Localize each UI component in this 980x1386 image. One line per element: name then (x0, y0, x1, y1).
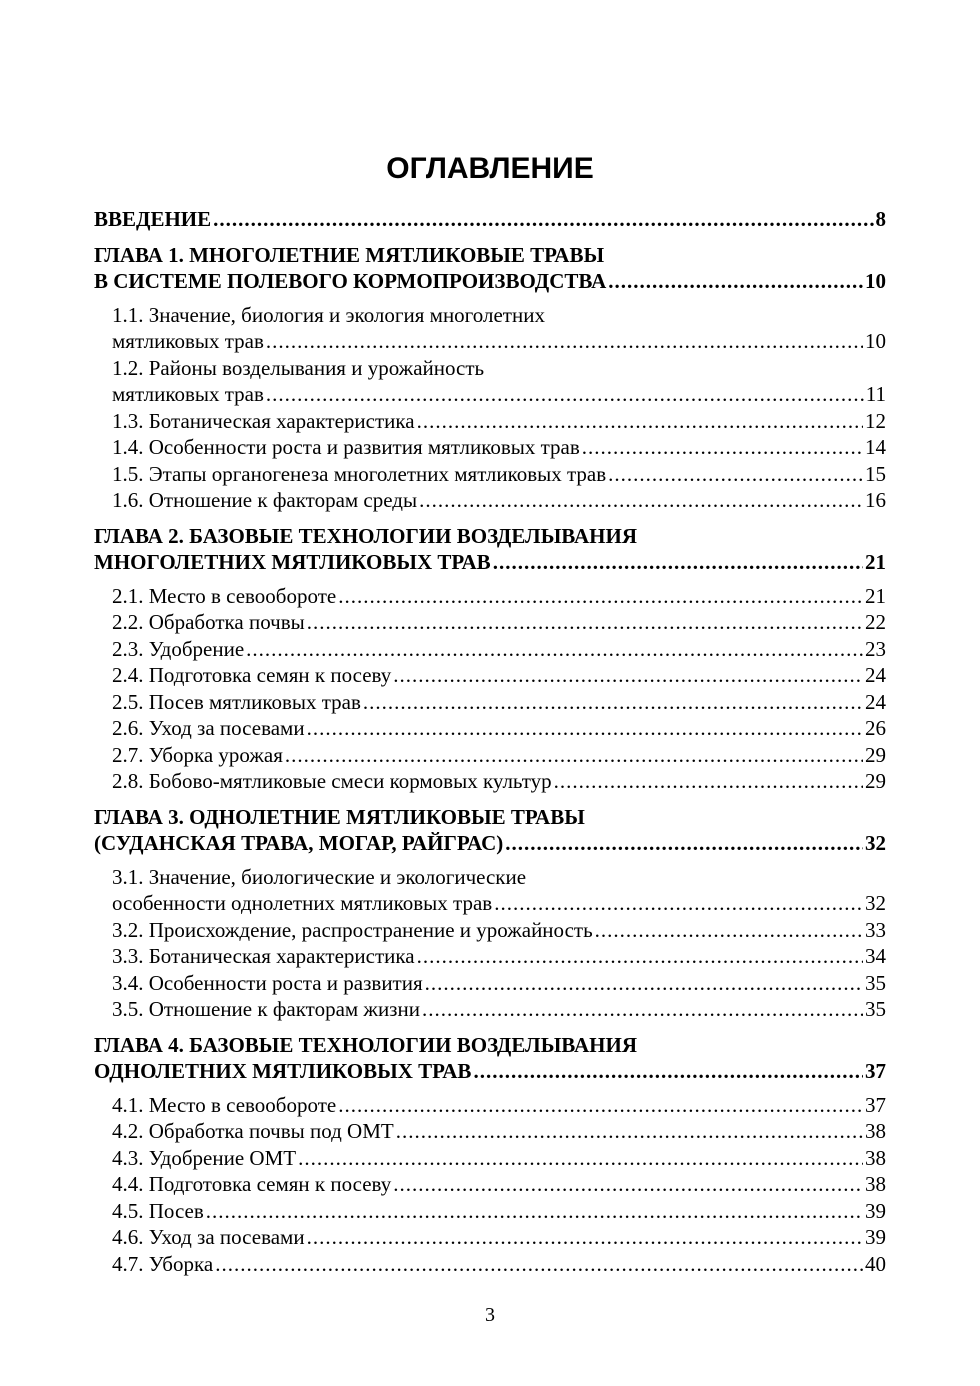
toc-entry-label: мятликовых трав (112, 382, 264, 406)
chapter-block (94, 804, 886, 1023)
chapter-title-line: ГЛАВА 3. ОДНОЛЕТНИЕ МЯТЛИКОВЫЕ ТРАВЫ (94, 804, 585, 829)
toc-entry-section[interactable] (94, 996, 886, 1023)
toc-entry-section[interactable] (94, 662, 886, 689)
toc-entry-label: 3.3. Ботаническая характеристика (112, 944, 415, 968)
dot-leader (419, 487, 863, 514)
toc-entry-section[interactable] (94, 408, 886, 435)
dot-leader (285, 742, 863, 769)
toc-entry-label: 4.5. Посев (112, 1198, 204, 1223)
chapter-title-line: ГЛАВА 2. БАЗОВЫЕ ТЕХНОЛОГИИ ВОЗДЕЛЫВАНИЯ (94, 523, 637, 548)
chapter-block (94, 1032, 886, 1278)
dot-leader (582, 434, 863, 461)
page-title: ОГЛАВЛЕНИЕ (386, 152, 594, 185)
dot-leader (213, 206, 873, 233)
toc-page-number: 24 (865, 689, 886, 714)
toc-page-number: 40 (865, 1251, 886, 1276)
dot-leader (206, 1198, 863, 1225)
toc-page-number: 32 (865, 891, 886, 915)
toc-page-number: 16 (865, 488, 886, 512)
toc-entry-label: 4.2. Обработка почвы под ОМТ (112, 1119, 394, 1143)
toc-entry-section[interactable] (94, 715, 886, 742)
toc-page-number: 10 (865, 329, 886, 353)
dot-leader (266, 328, 863, 355)
toc-entry-section[interactable] (94, 1118, 886, 1145)
toc-entry-label: 2.3. Удобрение (112, 636, 245, 661)
toc-entry-label: МНОГОЛЕТНИХ МЯТЛИКОВЫХ ТРАВ (94, 550, 491, 574)
toc-entry-label: 4.7. Уборка (112, 1251, 214, 1276)
toc-page-number: 24 (865, 663, 886, 687)
toc-entry-section[interactable] (94, 689, 886, 716)
toc-page-number: 35 (865, 997, 886, 1021)
toc-page-number: 22 (865, 610, 886, 634)
toc-entry-label: 2.1. Место в севообороте (112, 583, 337, 608)
toc-entry-label: 4.4. Подготовка семян к посеву (112, 1172, 392, 1196)
toc-entry-section[interactable] (94, 434, 886, 461)
toc-entry-label: 4.6. Уход за посевами (112, 1225, 305, 1249)
toc-entry-section[interactable] (94, 487, 886, 514)
toc-entry-chapter[interactable] (94, 830, 886, 857)
toc-entry-label: 1.6. Отношение к факторам среды (112, 488, 418, 512)
toc-entry-section[interactable] (94, 742, 886, 769)
dot-leader (422, 996, 863, 1023)
toc-page-number: 14 (865, 435, 886, 459)
chapter-title-line: ГЛАВА 1. МНОГОЛЕТНИЕ МЯТЛИКОВЫЕ ТРАВЫ (94, 242, 605, 267)
chapters-list (94, 242, 886, 1278)
toc-page-number: 35 (865, 970, 886, 995)
dot-leader (493, 549, 863, 576)
section-title-line: 1.1. Значение, биология и экология многолетних (112, 302, 545, 327)
dot-leader (215, 1251, 863, 1278)
toc-entry-intro[interactable] (94, 206, 886, 233)
table-of-contents (94, 206, 886, 1277)
dot-leader (473, 1058, 863, 1085)
toc-page-number: 39 (865, 1225, 886, 1249)
toc-entry-chapter[interactable] (94, 549, 886, 576)
dot-leader (363, 689, 863, 716)
section-title-line: 1.2. Районы возделывания и урожайность (112, 355, 485, 380)
dot-leader (417, 408, 863, 435)
toc-page-number: 26 (865, 716, 886, 740)
toc-entry-section[interactable] (94, 1092, 886, 1119)
dot-leader (393, 1171, 863, 1198)
toc-entry-label: 3.4. Особенности роста и развития (112, 970, 423, 995)
toc-entry-label: 2.4. Подготовка семян к посеву (112, 663, 392, 687)
toc-entry-section[interactable] (94, 970, 886, 997)
dot-leader (595, 917, 863, 944)
toc-entry-section[interactable] (94, 890, 886, 917)
toc-entry-label: 3.2. Происхождение, распространение и урожайность (112, 917, 593, 942)
toc-page-number: 10 (865, 269, 886, 293)
dot-leader (505, 830, 863, 857)
toc-entry-section[interactable] (94, 381, 886, 408)
dot-leader (396, 1118, 863, 1145)
toc-entry-label: (СУДАНСКАЯ ТРАВА, МОГАР, РАЙГРАС) (94, 831, 504, 855)
toc-entry-label: ОДНОЛЕТНИХ МЯТЛИКОВЫХ ТРАВ (94, 1059, 472, 1083)
toc-page-number: 11 (865, 382, 886, 406)
dot-leader (266, 381, 864, 408)
section-title-line: 3.1. Значение, биологические и экологические (112, 864, 527, 889)
toc-entry-label: 3.5. Отношение к факторам жизни (112, 997, 420, 1021)
dot-leader (393, 662, 863, 689)
toc-entry-label: особенности однолетних мятликовых трав (112, 891, 493, 915)
toc-entry-section[interactable] (94, 609, 886, 636)
toc-entry-label: 1.5. Этапы органогенеза многолетних мятликовых трав (112, 461, 607, 486)
toc-entry-section[interactable] (94, 1198, 886, 1225)
toc-page-number: 38 (865, 1172, 886, 1196)
toc-entry-section[interactable] (94, 943, 886, 970)
dot-leader (307, 715, 863, 742)
dot-leader (298, 1145, 863, 1172)
dot-leader (338, 1092, 863, 1119)
toc-page-number: 32 (865, 831, 886, 855)
section-list (94, 1092, 886, 1278)
dot-leader (608, 268, 863, 295)
dot-leader (554, 768, 863, 795)
toc-page-number: 33 (865, 917, 886, 942)
toc-entry-label: 2.8. Бобово-мятликовые смеси кормовых культур (112, 769, 552, 793)
toc-page-number: 12 (865, 408, 886, 433)
section-list (94, 864, 886, 1023)
toc-page-number: 15 (865, 461, 886, 486)
toc-entry-section[interactable] (94, 1251, 886, 1278)
toc-entry-label: 1.4. Особенности роста и развития мятликовых трав (112, 435, 580, 459)
toc-page-number: 8 (875, 207, 886, 231)
toc-entry-section[interactable] (94, 461, 886, 488)
dot-leader (494, 890, 863, 917)
toc-entry-label: 2.5. Посев мятликовых трав (112, 689, 361, 714)
chapter-block (94, 242, 886, 514)
toc-entry-chapter[interactable] (94, 1058, 886, 1085)
section-list (94, 302, 886, 514)
toc-page-number: 29 (865, 769, 886, 793)
toc-entry-label: ВВЕДЕНИЕ (94, 207, 212, 231)
toc-page-number: 38 (865, 1145, 886, 1170)
toc-entry-label: 2.6. Уход за посевами (112, 716, 305, 740)
page-number: 3 (485, 1304, 495, 1326)
toc-entry-chapter[interactable] (94, 268, 886, 295)
toc-entry-label: мятликовых трав (112, 329, 264, 353)
toc-entry-label: 4.3. Удобрение ОМТ (112, 1145, 297, 1170)
toc-entry-section[interactable] (94, 768, 886, 795)
toc-entry-label: 4.1. Место в севообороте (112, 1092, 337, 1117)
toc-page-number: 21 (865, 550, 886, 574)
toc-entry-section[interactable] (94, 1145, 886, 1172)
toc-page-number: 23 (865, 636, 886, 661)
toc-entry-section[interactable] (94, 1171, 886, 1198)
toc-entry-section[interactable] (94, 583, 886, 610)
toc-entry-section[interactable] (94, 1224, 886, 1251)
toc-page-number: 37 (865, 1092, 886, 1117)
toc-page-number: 21 (865, 583, 886, 608)
toc-entry-label: В СИСТЕМЕ ПОЛЕВОГО КОРМОПРОИЗВОДСТВА (94, 269, 607, 293)
dot-leader (425, 970, 863, 997)
dot-leader (246, 636, 863, 663)
toc-page-number: 37 (865, 1059, 886, 1083)
toc-entry-label: 2.2. Обработка почвы (112, 610, 305, 634)
dot-leader (417, 943, 863, 970)
dot-leader (307, 609, 863, 636)
toc-page-number: 38 (865, 1119, 886, 1143)
toc-page-number: 39 (865, 1198, 886, 1223)
dot-leader (338, 583, 863, 610)
toc-entry-section[interactable] (94, 328, 886, 355)
toc-page-number: 29 (865, 742, 886, 767)
dot-leader (307, 1224, 863, 1251)
toc-entry-label: 2.7. Уборка урожая (112, 742, 283, 767)
dot-leader (608, 461, 863, 488)
chapter-title-line: ГЛАВА 4. БАЗОВЫЕ ТЕХНОЛОГИИ ВОЗДЕЛЫВАНИЯ (94, 1032, 637, 1057)
toc-entry-section[interactable] (94, 917, 886, 944)
toc-page-number: 34 (865, 944, 886, 968)
toc-entry-section[interactable] (94, 636, 886, 663)
chapter-block (94, 523, 886, 795)
section-list (94, 583, 886, 795)
toc-entry-label: 1.3. Ботаническая характеристика (112, 408, 415, 433)
